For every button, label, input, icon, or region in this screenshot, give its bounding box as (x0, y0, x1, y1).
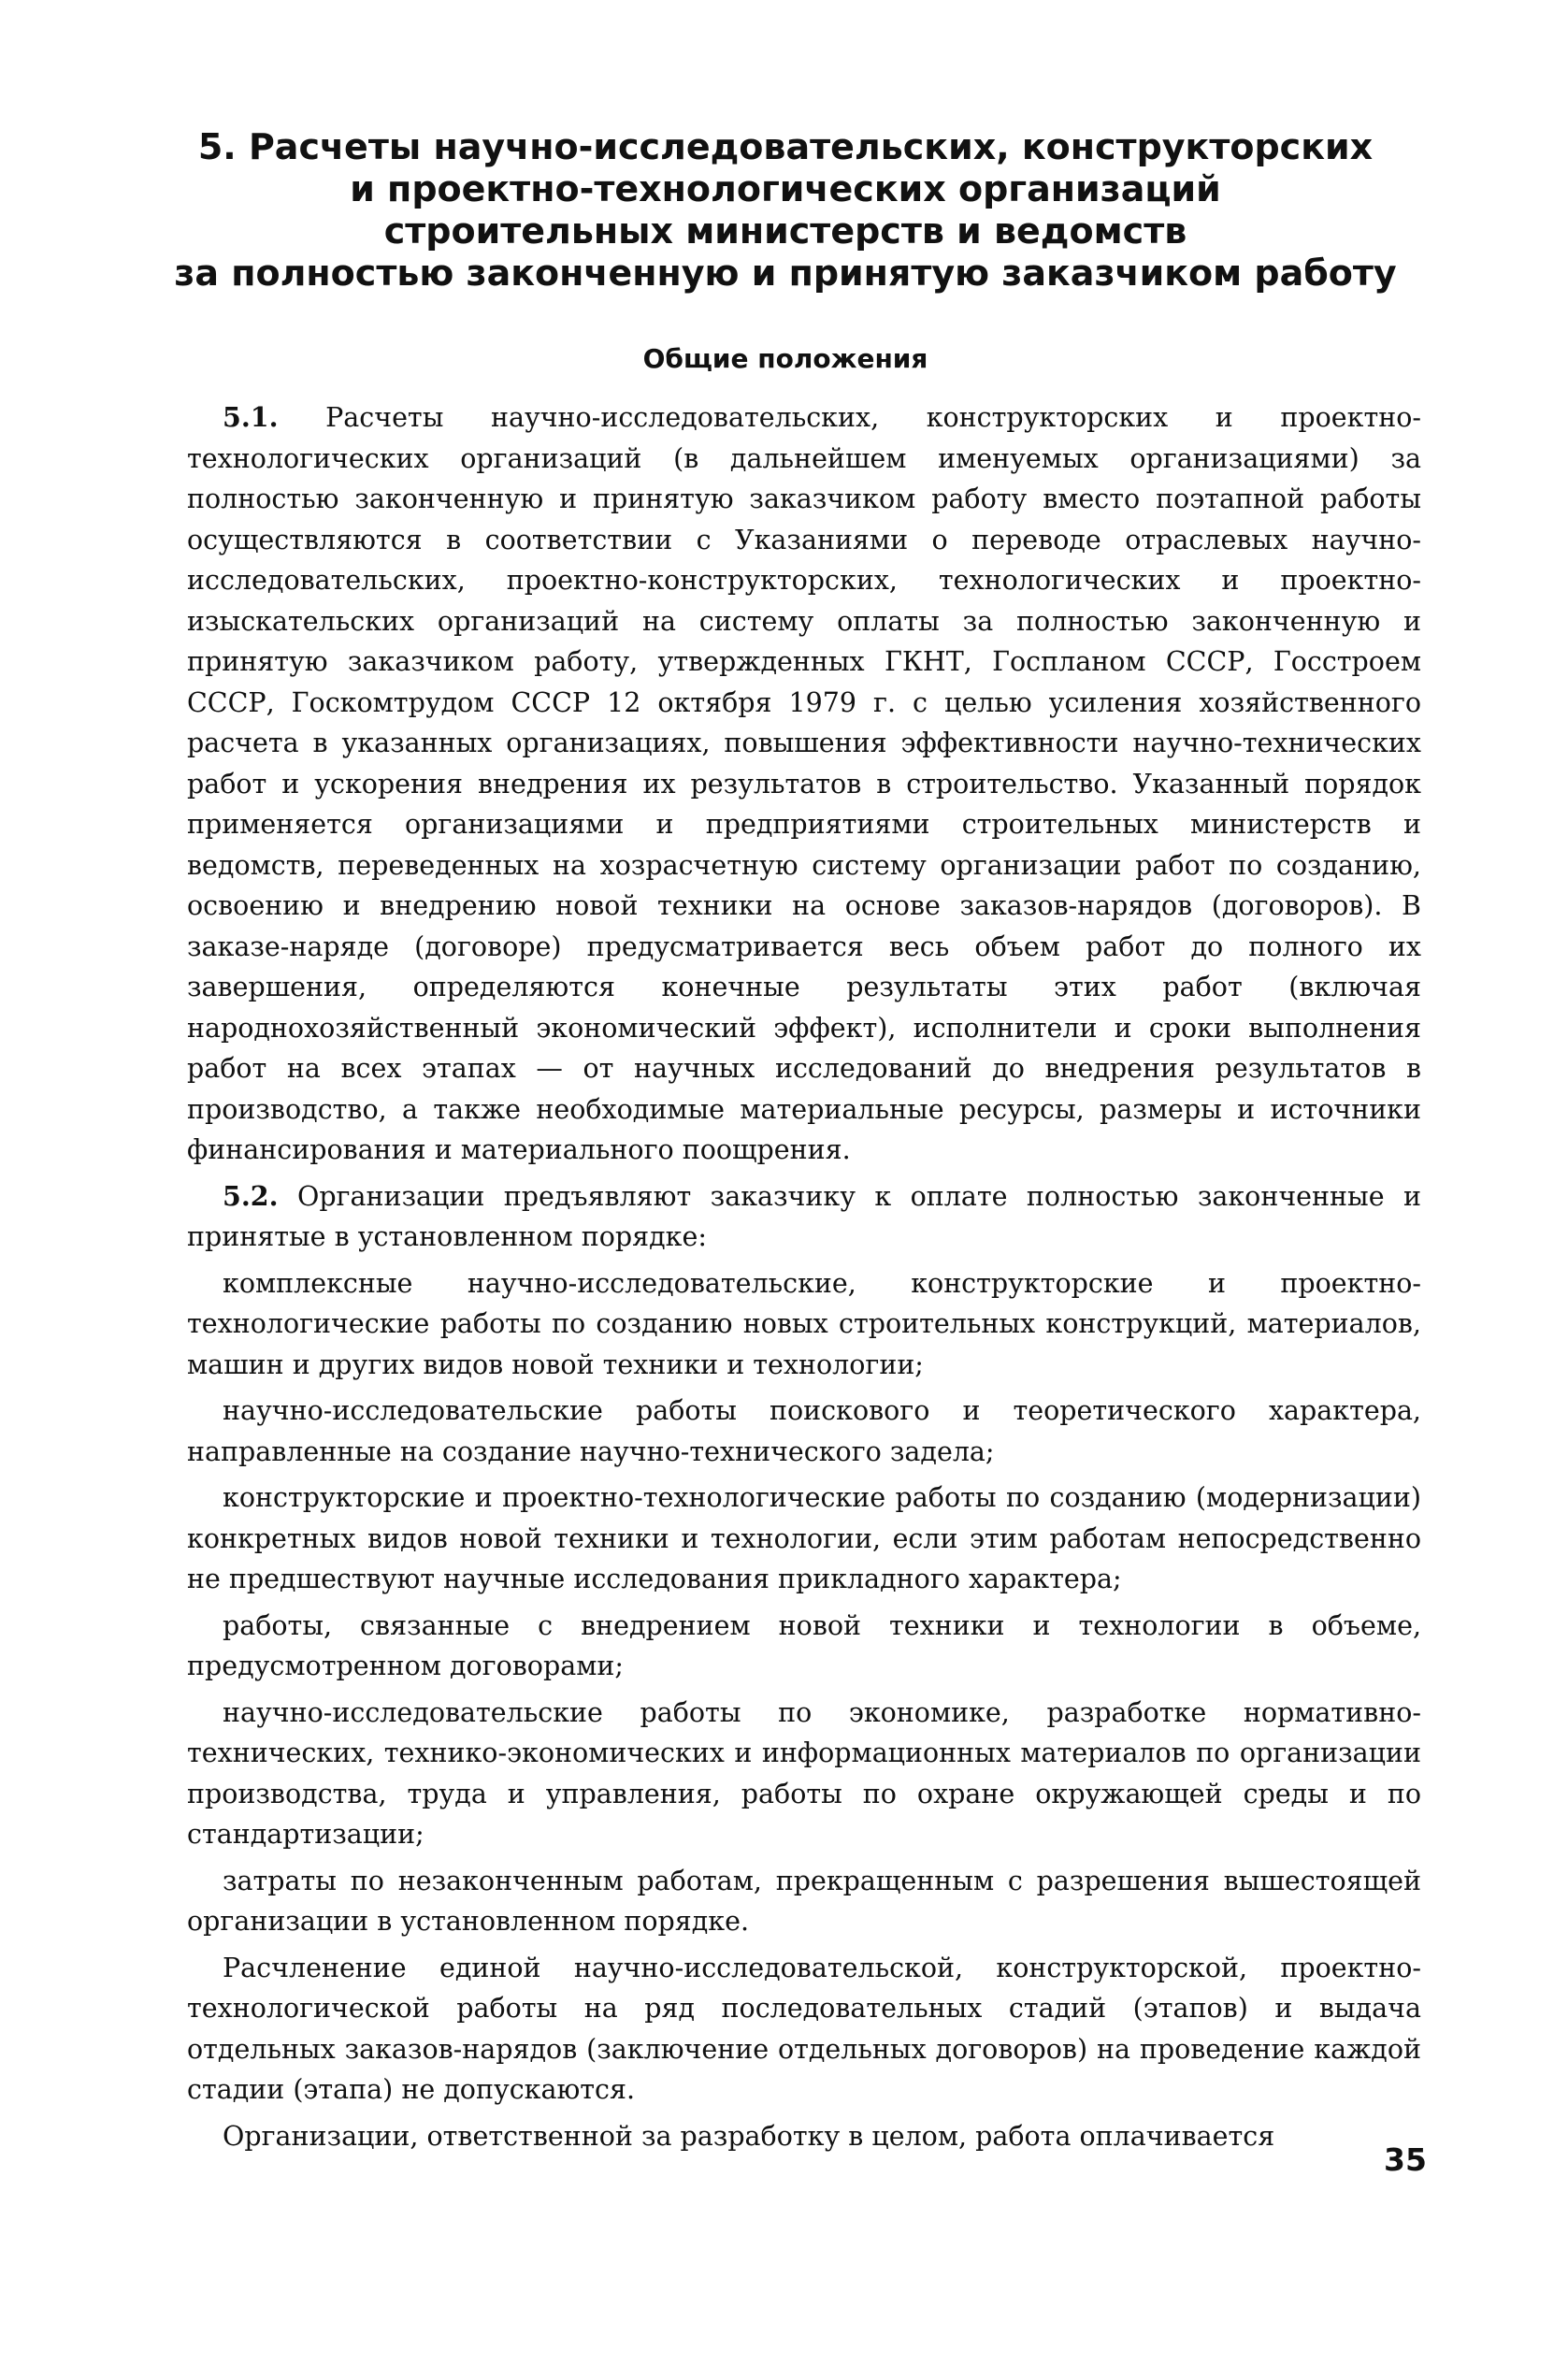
paragraph-5-2 (187, 1176, 1421, 1258)
list-item: затраты по незаконченным работам, прекращенным с разрешения вышестоящей организации в установленном порядке. (187, 1865, 1421, 1937)
clause-text: Организации предъявляют заказчику к оплате полностью законченные и принятые в установленном порядке: (187, 1180, 1422, 1252)
clause-text: Расчеты научно-исследовательских, конструкторских и проектно-технологических организаций (в дальнейшем именуемых организациями) за полностью законченную и принятую заказчиком работу вместо поэтапной работы осуществляются в соответствии с Указаниями о переводе отраслевых научно-исследовательских, проектно-конструкторских, технологических и проектно-изыскательских организаций на систему оплаты за полностью законченную и принятую заказчиком работу, утвержденных ГКНТ, Госпланом СССР, Госстроем СССР, Госкомтрудом СССР 12 октября 1979 г. с целью усиления хозяйственного расчета в указанных организациях, повышения эффективности научно-технических работ и ускорения внедрения их результатов в строительство. Указанный порядок применяется организациями и предприятиями строительных министерств и ведомств, переведенных на хозрасчетную систему организации работ по созданию, освоению и внедрению новой техники на основе заказов-нарядов (договоров). В заказе-наряде (договоре) предусматривается весь объем работ до полного их завершения, определяются конечные результаты этих работ (включая народнохозяйственный экономический эффект), исполнители и сроки выполнения работ на всех этапах — от научных исследований до внедрения результатов в производство, а также необходимые материальные ресурсы, размеры и источники финансирования и материального поощрения. (187, 402, 1421, 1165)
subheading: Общие положения (642, 343, 928, 374)
list-item: комплексные научно-исследовательские, конструкторские и проектно-технологические работы по созданию новых строительных конструкций, материалов, машин и других видов новой техники и технологии; (187, 1267, 1421, 1380)
list-item: научно-исследовательские работы по экономике, разработке нормативно-технических, технико-экономических и информационных материалов по организации производства, труда и управления, работы по охране окружающей среды и по стандартизации; (187, 1696, 1421, 1850)
list-item: научно-исследовательские работы поискового и теоретического характера, направленные на создание научно-технического задела; (187, 1395, 1421, 1467)
section-title-line: и проектно-технологических организаций (350, 168, 1221, 209)
clause-number: 5.2. (223, 1179, 279, 1212)
section-title-line: за полностью законченную и принятую заказчиком работу (174, 252, 1397, 294)
section-title-line: 5. Расчеты научно-исследовательских, конструкторских (197, 126, 1374, 167)
page-number: 35 (1384, 2141, 1427, 2178)
paragraph-division: Расчленение единой научно-исследовательской, конструкторской, проектно-технологической работы на ряд последовательных стадий (этапов) и выдача отдельных заказов-нарядов (заключение отдельных договоров) на проведение каждой стадии (этапа) не допускаются. (187, 1952, 1421, 2105)
list-item: конструкторские и проектно-технологические работы по созданию (модернизации) конкретных видов новой техники и технологии, если этим работам непосредственно не предшествуют научные исследования прикладного характера; (187, 1482, 1421, 1594)
clause-number: 5.1. (223, 401, 279, 433)
list-item: работы, связанные с внедрением новой техники и технологии в объеме, предусмотренном договорами; (187, 1609, 1421, 1681)
section-title-line: строительных министерств и ведомств (383, 210, 1187, 252)
paragraph-5-1 (187, 397, 1421, 1171)
document-body (187, 397, 1421, 2162)
section-title (150, 126, 1421, 295)
paragraph-last: Организации, ответственной за разработку в целом, работа оплачивается (223, 2120, 1275, 2152)
